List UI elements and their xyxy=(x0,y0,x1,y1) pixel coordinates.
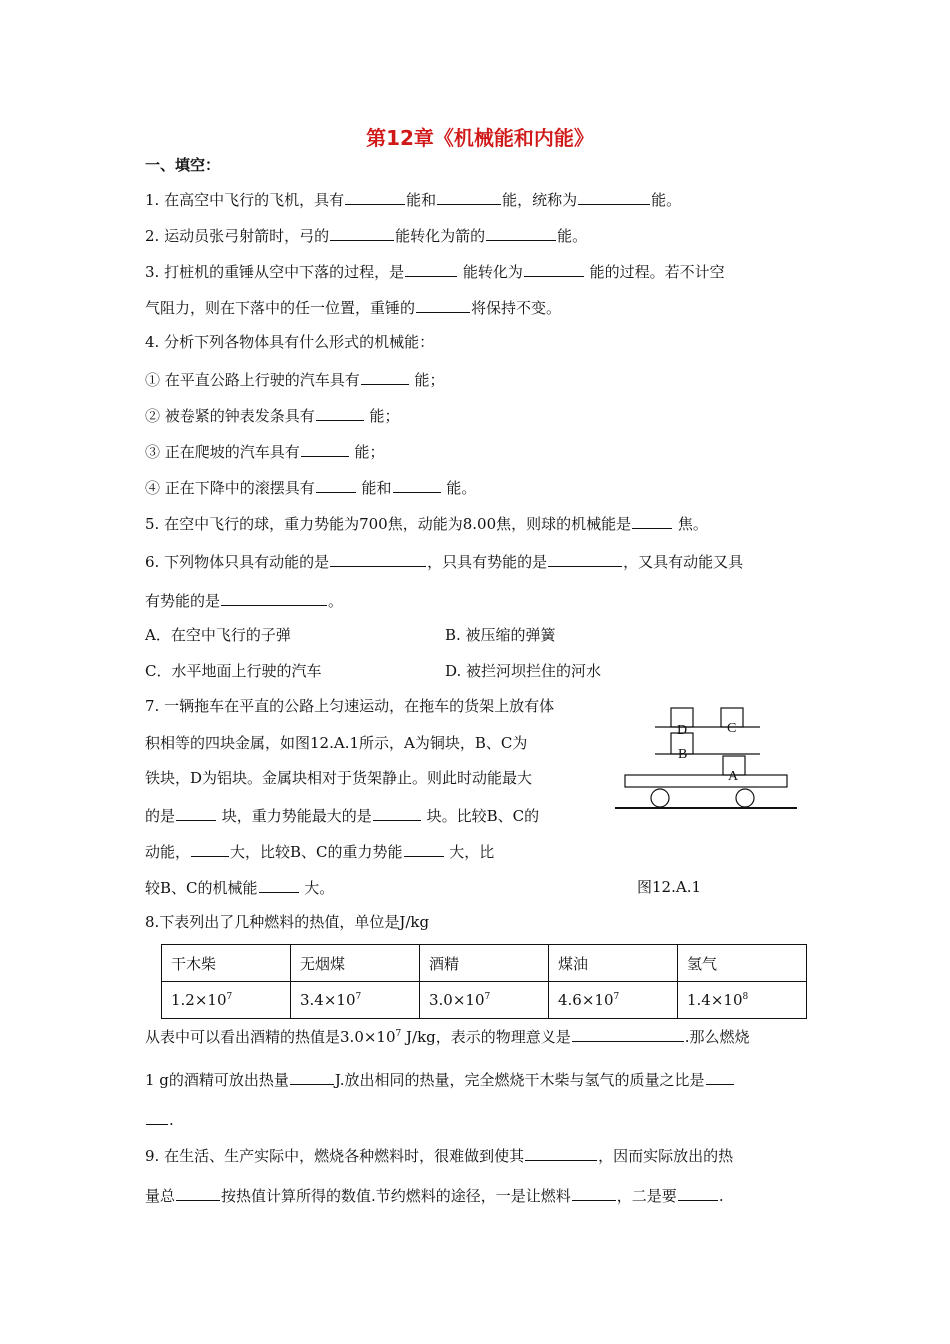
trailer-bed xyxy=(625,775,787,787)
question-9-line-2: 量总 按热值计算所得的数值.节约燃料的途径，一是让燃料 ，二是要 . xyxy=(145,1184,724,1206)
question-8-stem: 8.下表列出了几种燃料的热值，单位是J/kg xyxy=(145,913,430,931)
answer-blank[interactable] xyxy=(373,804,421,821)
question-4-item-4: ④ 正在下降中的滚摆具有 能和 能。 xyxy=(145,476,476,498)
question-6-line-1: 6. 下列物体只具有动能的是 ，只具有势能的是 ，又具有动能又具 xyxy=(145,550,743,572)
answer-blank[interactable] xyxy=(290,1068,334,1085)
question-5: 5. 在空中飞行的球，重力势能为700焦，动能为8.00焦，则球的机械能是 焦。 xyxy=(145,512,708,534)
section-heading: 一、填空： xyxy=(145,156,221,174)
answer-blank[interactable] xyxy=(416,296,470,313)
question-3-line-1: 3. 打桩机的重锤从空中下落的过程，是 能转化为 能的过程。若不计空 xyxy=(145,260,725,282)
table-header-cell: 氢气 xyxy=(678,945,807,982)
answer-blank[interactable] xyxy=(301,440,349,457)
fuel-heat-value-table xyxy=(161,944,807,1019)
answer-blank[interactable] xyxy=(191,840,229,857)
answer-blank[interactable] xyxy=(706,1068,734,1085)
answer-blank[interactable] xyxy=(221,589,327,606)
answer-blank[interactable] xyxy=(572,1184,616,1201)
question-9-line-1: 9. 在生活、生产实际中，燃烧各种燃料时，很难做到使其 ，因而实际放出的热 xyxy=(145,1144,733,1166)
answer-blank[interactable] xyxy=(632,512,672,529)
answer-blank[interactable] xyxy=(330,550,426,567)
table-cell: $4.6\times 10^7$ xyxy=(549,982,678,1019)
answer-blank[interactable] xyxy=(176,804,216,821)
answer-blank[interactable] xyxy=(437,188,501,205)
label-d: D xyxy=(677,723,688,738)
table-cell: $1.2\times 10^7$ xyxy=(162,982,291,1019)
wheel-right xyxy=(736,789,754,807)
answer-blank[interactable] xyxy=(404,840,444,857)
answer-blank[interactable] xyxy=(525,1144,597,1161)
label-c: C xyxy=(727,721,737,736)
question-7-line-4: 的是 块，重力势能最大的是 块。比较B、C的 xyxy=(145,804,539,826)
answer-blank[interactable] xyxy=(405,260,457,277)
table-cell: $1.4\times 10^8$ xyxy=(678,982,807,1019)
question-8-line-3: . xyxy=(145,1108,174,1130)
question-2: 2. 运动员张弓射箭时，弓的 能转化为箭的 能。 xyxy=(145,224,587,246)
label-a: A xyxy=(728,769,739,784)
question-1: 1. 在高空中飞行的飞机，具有 能和 能，统称为 能。 xyxy=(145,188,681,210)
question-4-item-1: ① 在平直公路上行驶的汽车具有 能； xyxy=(145,368,445,390)
table-header-cell: 煤油 xyxy=(549,945,678,982)
figure-caption: 图12.A.1 xyxy=(637,878,701,896)
option-d: D. 被拦河坝拦住的河水 xyxy=(445,662,602,680)
answer-blank[interactable] xyxy=(678,1184,718,1201)
answer-blank[interactable] xyxy=(361,368,409,385)
question-4-item-3: ③ 正在爬坡的汽车具有 能； xyxy=(145,440,385,462)
question-7-line-3: 铁块，D为铝块。金属块相对于货架静止。则此时动能最大 xyxy=(145,769,533,787)
wheel-left xyxy=(651,789,669,807)
answer-blank[interactable] xyxy=(578,188,650,205)
answer-blank[interactable] xyxy=(572,1025,684,1042)
table-header-cell: 酒精 xyxy=(420,945,549,982)
answer-blank[interactable] xyxy=(259,876,299,893)
answer-blank[interactable] xyxy=(486,224,556,241)
label-b: B xyxy=(678,747,688,762)
answer-blank[interactable] xyxy=(316,404,364,421)
question-7-line-2: 积相等的四块金属，如图12.A.1所示，A为铜块，B、C为 xyxy=(145,734,528,752)
answer-blank[interactable] xyxy=(345,188,405,205)
table-header-cell: 无烟煤 xyxy=(291,945,420,982)
question-3-line-2: 气阻力，则在下落中的任一位置，重锤的 将保持不变。 xyxy=(145,296,561,318)
question-6-line-2: 有势能的是 。 xyxy=(145,589,343,611)
question-4-item-2: ② 被卷紧的钟表发条具有 能； xyxy=(145,404,400,426)
trailer-figure xyxy=(615,696,815,826)
table-cell: $3.0\times 10^7$ xyxy=(420,982,549,1019)
answer-blank[interactable] xyxy=(524,260,584,277)
option-c: C．水平地面上行驶的汽车 xyxy=(145,662,322,680)
option-a: A．在空中飞行的子弹 xyxy=(145,626,291,644)
question-8-line-2: 1 g的酒精可放出热量 J.放出相同的热量，完全燃烧干木柴与氢气的质量之比是 xyxy=(145,1068,735,1090)
question-7-line-1: 7. 一辆拖车在平直的公路上匀速运动，在拖车的货架上放有体 xyxy=(145,697,555,715)
table-cell: $3.4\times 10^7$ xyxy=(291,982,420,1019)
answer-blank[interactable] xyxy=(176,1184,220,1201)
answer-blank[interactable] xyxy=(316,476,356,493)
answer-blank[interactable] xyxy=(548,550,622,567)
table-header-row xyxy=(162,945,807,982)
table-header-cell: 干木柴 xyxy=(162,945,291,982)
option-b: B. 被压缩的弹簧 xyxy=(445,626,556,644)
question-7-line-5: 动能， 大，比较B、C的重力势能 大，比 xyxy=(145,840,494,862)
answer-blank[interactable] xyxy=(146,1108,168,1125)
question-8-line-1: 从表中可以看出酒精的热值是$3.0\times 10^7$ J/kg，表示的物理意义是 .那么燃烧 xyxy=(145,1024,750,1047)
question-4-stem: 4. 分析下列各物体具有什么形式的机械能： xyxy=(145,333,435,351)
answer-blank[interactable] xyxy=(393,476,441,493)
answer-blank[interactable] xyxy=(330,224,394,241)
question-7-line-6: 较B、C的机械能 大。 xyxy=(145,876,334,898)
page-title: 第12章《机械能和内能》 xyxy=(366,126,594,150)
table-row xyxy=(162,982,807,1019)
